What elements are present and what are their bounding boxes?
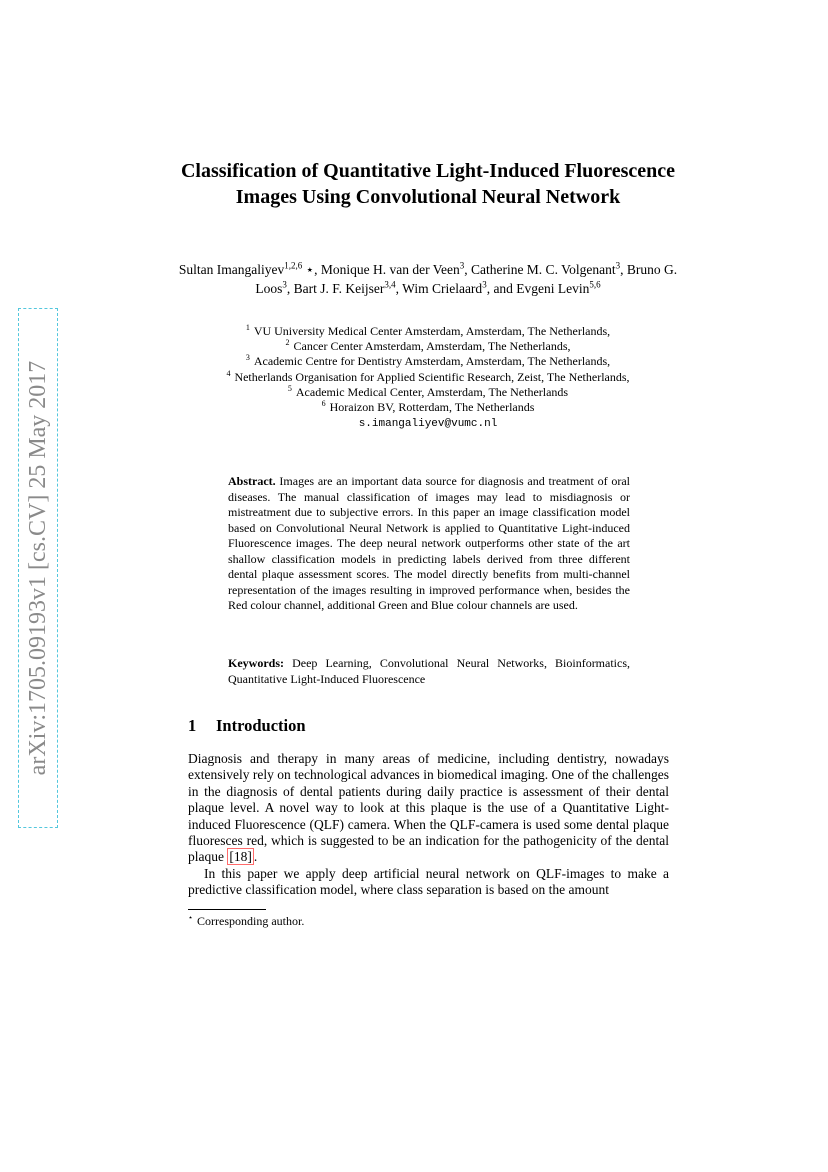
affiliation-text: Horaizon BV, Rotterdam, The Netherlands	[329, 400, 535, 415]
section-title: Introduction	[216, 716, 306, 735]
author-name: , Catherine M. C. Volgenant	[464, 262, 616, 277]
affiliation-number: 3	[245, 353, 250, 363]
section-heading	[188, 716, 306, 736]
paper-title: Classification of Quantitative Light-Induced Fluorescence Images Using Convolutional Neural Network	[180, 160, 676, 208]
affiliation-text: Academic Centre for Dentistry Amsterdam, Amsterdam, The Netherlands,	[253, 354, 611, 369]
affiliation-line	[140, 370, 716, 385]
paragraph-text: Diagnosis and therapy in many areas of medicine, including dentistry, nowadays extensively rely on technological advances in biomedical imaging. One of the challenges in the diagnosis of dental patients during daily practice is assessment of their dental plaque level. A novel way to look at this plaque is the use of a Quantitative Light-induced Fluorescence (QLF) camera. When the QLF-camera is used some dental plaque fluoresces red, which is suggested to be an indication for the pathogenicity of the dental plaque	[188, 751, 669, 865]
abstract-label: Abstract.	[228, 474, 276, 488]
author-name: , Monique H. van der Veen	[314, 262, 460, 277]
affiliation-text: Cancer Center Amsterdam, Amsterdam, The Netherlands,	[293, 339, 571, 354]
affiliation-number: 6	[321, 399, 326, 409]
paragraph-text: In this paper we apply deep artificial neural network on QLF-images to make a predictive classification model, where class separation is based on the amount	[188, 865, 669, 898]
author-affiliation-mark: 5,6	[589, 279, 601, 289]
affiliation-text: VU University Medical Center Amsterdam, Amsterdam, The Netherlands,	[253, 324, 611, 338]
affiliation-number: 5	[287, 383, 292, 393]
author-affiliation-mark: 3	[459, 260, 465, 271]
author-affiliation-mark: 3	[482, 279, 487, 289]
author-name: , Bart J. F. Keijser	[286, 280, 385, 296]
corresponding-author-mark: ⋆	[302, 262, 315, 277]
author-name: , Wim Crielaard	[395, 280, 483, 296]
author-name: , and Evgeni Levin	[486, 280, 590, 296]
section-number: 1	[188, 716, 197, 735]
citation-link[interactable]: [18]	[229, 849, 252, 865]
affiliation-text: Academic Medical Center, Amsterdam, The Netherlands	[295, 384, 569, 399]
affiliation-list	[140, 324, 716, 432]
author-name: , Bruno G. Loos	[255, 262, 678, 296]
author-affiliation-mark: 1,2,6	[284, 260, 303, 271]
affiliation-line	[140, 324, 716, 339]
affiliation-number: 2	[285, 338, 290, 348]
footnote-mark: ⋆	[188, 913, 194, 922]
introduction-body	[188, 751, 669, 899]
affiliation-line	[140, 400, 716, 415]
author-list	[170, 261, 686, 298]
footnote-divider	[188, 909, 266, 910]
affiliation-number: 1	[245, 323, 250, 332]
affiliation-line	[140, 339, 716, 354]
affiliation-number: 4	[226, 368, 231, 378]
paragraph	[188, 751, 669, 866]
author-affiliation-mark: 3,4	[384, 279, 396, 289]
abstract-text: Images are an important data source for diagnosis and treatment of oral diseases. The manual classification of images may lead to misdiagnosis or mistreatment due to subjective errors. In this paper an image classification model based on Convolutional Neural Network is applied to Quantitative Light-induced Fluorescence images. The deep neural network outperforms other state of the art shallow classification models in predicting labels derived from three different dental plaque assessment scores. The model directly benefits from multi-channel representation of the images resulting in improved performance when, besides the Red colour channel, additional Green and Blue colour channels are used.	[228, 474, 630, 612]
footnote-text: Corresponding author.	[197, 914, 305, 928]
paragraph	[188, 866, 669, 899]
abstract	[228, 474, 630, 614]
author-affiliation-mark: 3	[282, 279, 287, 289]
footnote	[188, 913, 304, 929]
contact-email[interactable]	[140, 415, 716, 432]
keywords	[228, 656, 630, 687]
affiliation-line	[140, 354, 716, 369]
paragraph-text: .	[253, 849, 258, 865]
author-name: Sultan Imangaliyev	[178, 262, 285, 277]
keywords-label: Keywords:	[228, 656, 284, 670]
author-affiliation-mark: 3	[615, 260, 621, 271]
email-address[interactable]: s.imangaliyev@vumc.nl	[358, 418, 498, 431]
affiliation-line	[140, 385, 716, 400]
arxiv-identifier-stamp: arXiv:1705.09193v1 [cs.CV] 25 May 2017	[18, 308, 58, 828]
affiliation-text: Netherlands Organisation for Applied Scientific Research, Zeist, The Netherlands,	[234, 369, 630, 384]
keywords-text: Deep Learning, Convolutional Neural Networks, Bioinformatics, Quantitative Light-Induced Fluorescence	[228, 656, 631, 686]
